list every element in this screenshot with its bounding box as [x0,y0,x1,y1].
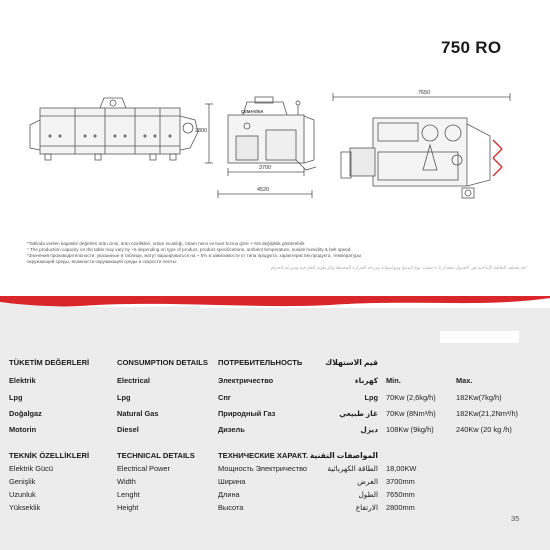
technical-header-ar: المواصفات التقنية [309,451,378,460]
dim-length: 7650 [418,90,430,96]
consumption-header-ar: قيم الاستهلاك [325,358,378,367]
row-label-ru: Мощность Электричество [218,464,308,473]
technical-drawing [0,70,550,220]
red-accent-band [0,296,550,308]
row-label-en: Electrical [117,376,150,385]
row-label-ru: Ширина [218,477,246,486]
row-value: 7650mm [386,490,415,499]
machine-front-view [228,97,316,170]
note-tr: *Tabloda verilen kapasite değerleri ürün cinsi, ürün özellikleri, ortam sıcaklığı, ortam nemi ve bant hızına göre +-%5 değişiklik gösterebilir. [27,241,306,246]
row-min: 70Kw (8Nm³/h) [386,409,436,418]
technical-header-tr: TEKNİK ÖZELLİKLERİ [9,451,90,460]
capacity-notes [27,241,527,271]
row-label-ru: Спг [218,393,231,402]
page-number: 35 [511,514,520,523]
row-label-ru: Природный Газ [218,409,276,418]
row-label-en: Lenght [117,490,140,499]
row-label-tr: Doğalgaz [9,409,42,418]
row-label-en: Natural Gas [117,409,159,418]
row-label-en: Lpg [117,393,131,402]
consumption-header-en: CONSUMPTION DETAILS [117,358,208,367]
row-label-ar: ديزل [360,425,378,434]
row-value: 18,00KW [386,464,417,473]
row-max: 240Kw (20 kg /h) [456,425,512,434]
technical-header-ru: ТЕХНИЧЕСКИЕ ХАРАКТ. [218,451,309,460]
dim-outer-width: 4520 [257,187,269,193]
note-ru-1: *Значения производительности, указанные в таблице, могут варьироваться на + 5% в зависимости от типа продукта, характеристик продукта, температуры [27,253,362,259]
brand-mark: ÇEMAKİNA [241,109,264,114]
row-min: 108Kw (9kg/h) [386,425,434,434]
row-min: 70Kw (2,6kg/h) [386,393,436,402]
row-label-ru: Электричество [218,376,274,385]
row-label-ar: العرض [357,477,378,486]
row-label-ar: الارتفاع [355,503,378,512]
row-label-tr: Elektrik Gücü [9,464,53,473]
row-label-en: Electrical Power [117,464,170,473]
technical-header-en: TECHNICAL DETAILS [117,451,195,460]
row-label-en: Height [117,503,139,512]
model-title: 750 RO [441,38,502,57]
row-label-ar: غاز طبيعي [339,409,378,418]
note-en: * The production capacity on the table may vary by +5 depending on type of product, product specifications, ambient temperature, ouside humidity & belt speed. [27,247,352,253]
dim-inner-width: 3700 [259,165,271,171]
row-label-tr: Uzunluk [9,490,36,499]
dim-height: 2800 [195,128,207,134]
consumption-header-ru: ПОТРЕБИТЕЛЬНОСТЬ [218,358,303,367]
row-label-ar: كهرباء [354,376,378,385]
consumption-header-tr: TÜKETİM DEĞERLERİ [9,358,90,367]
note-ar: *قد تختلف الطاقة الإنتاجية في الجدول بمقدار ٥ ± حسب نوع المنتج ومواصفاته ودرجة الحرارة المحيطة والرطوبة الخارجية وسرعة الحزام [270,265,527,271]
row-label-ar: الطول [358,490,378,499]
machine-plan-view [333,93,510,198]
min-label: Min. [386,376,401,385]
row-label-en: Width [117,477,136,486]
row-value: 3700mm [386,477,415,486]
row-label-tr: Motorin [9,425,37,434]
row-label-tr: Genişlik [9,477,36,486]
row-label-ar: الطاقة الكهربائية [327,464,378,473]
blank-box [440,331,519,343]
max-label: Max. [456,376,473,385]
row-label-ar: Lpg [364,393,378,402]
row-label-ru: Высота [218,503,244,512]
row-label-tr: Yükseklik [9,503,41,512]
row-value: 2800mm [386,503,415,512]
row-max: 182Kw(7kg/h) [456,393,502,402]
row-label-en: Diesel [117,425,139,434]
row-label-ru: Дизель [218,425,245,434]
row-label-tr: Elektrik [9,376,36,385]
row-label-ru: Длина [218,490,240,499]
row-label-tr: Lpg [9,393,23,402]
row-max: 182Kw(21,2Nm³/h) [456,409,519,418]
machine-side-view [30,98,198,160]
note-ru-2: окружающей среды, влажности окружающей среды и скорости ленты. [27,259,178,265]
